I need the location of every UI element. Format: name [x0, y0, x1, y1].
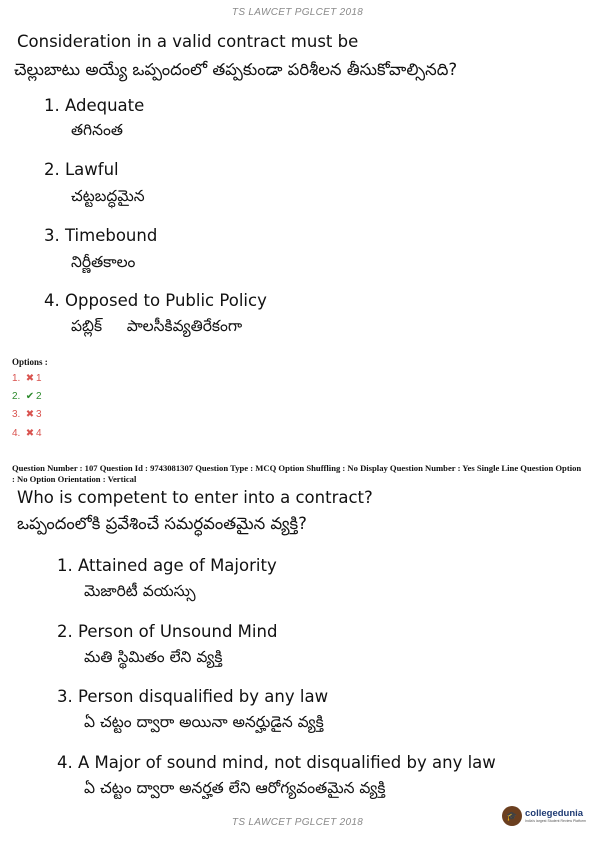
option-label: 1 — [36, 373, 42, 384]
q1-choice-1-en: 1. Adequate — [44, 96, 145, 115]
q1-choice-3-en: 3. Timebound — [44, 226, 158, 245]
q2-choice-3-te: ఏ చట్టం ద్వారా అయినా అనర్హుడైన వ్యక్తి — [84, 713, 324, 731]
q1-choice-1-te: తగినంత — [71, 121, 123, 139]
option-number: 3. — [12, 409, 21, 420]
question-2-meta: Question Number : 107 Question Id : 9743081307 Question Type : MCQ Option Shuffling : No Display Question Number : Yes Single Line Question Option : No Option Orientation : Vertical — [12, 463, 582, 484]
options-title: Options : — [12, 357, 48, 367]
option-row-4[interactable] — [12, 428, 42, 439]
check-icon: ✔ — [25, 391, 35, 402]
q1-choice-4-en: 4. Opposed to Public Policy — [44, 291, 267, 310]
q2-choice-1-te: మెజారిటీ వయస్సు — [84, 582, 196, 600]
option-number: 2. — [12, 391, 21, 402]
q1-choice-4-te: పబ్లిక్ పాలసీకివ్యతిరేకంగా — [71, 317, 243, 335]
option-number: 4. — [12, 428, 21, 439]
q1-choice-2-te: చట్టబద్ధమైన — [71, 187, 145, 205]
question-1-text-te: చెల్లుబాటు అయ్యే ఒప్పందంలో తప్పకుండా పరిశీలన తీసుకోవాల్సినది? — [14, 60, 458, 79]
q2-choice-1-en: 1. Attained age of Majority — [57, 556, 277, 575]
cross-icon: ✖ — [25, 409, 35, 420]
q1-choice-3-te: నిర్ణీతకాలం — [71, 253, 136, 271]
q2-choice-2-te: మతి స్థిమితం లేని వ్యక్తి — [84, 648, 223, 666]
page-footer: TS LAWCET PGLCET 2018 — [231, 817, 364, 828]
cross-icon: ✖ — [25, 428, 35, 439]
q2-choice-4-en: 4. A Major of sound mind, not disqualified by any law — [57, 753, 496, 772]
logo-tagline: India's largest Student Review Platform — [525, 818, 586, 823]
q2-choice-2-en: 2. Person of Unsound Mind — [57, 622, 278, 641]
option-row-3[interactable] — [12, 409, 42, 420]
option-row-1[interactable] — [12, 373, 42, 384]
option-label: 2 — [36, 391, 42, 402]
option-number: 1. — [12, 373, 21, 384]
q2-choice-4-te: ఏ చట్టం ద్వారా అనర్హత లేని ఆరోగ్యవంతమైన వ్యక్తి — [84, 779, 386, 797]
question-2-text-en: Who is competent to enter into a contract? — [17, 488, 373, 507]
page-header: TS LAWCET PGLCET 2018 — [231, 7, 364, 18]
question-2-text-te: ఒప్పందంలోకి ప్రవేశించే సమర్ధవంతమైన వ్యక్తి? — [17, 514, 307, 533]
logo-name: collegedunia — [525, 807, 584, 819]
question-1-text-en: Consideration in a valid contract must be — [17, 32, 359, 51]
q1-choice-2-en: 2. Lawful — [44, 160, 119, 179]
graduate-avatar-icon: 🎓 — [502, 806, 522, 826]
cross-icon: ✖ — [25, 373, 35, 384]
collegedunia-logo[interactable] — [502, 806, 586, 826]
q2-choice-3-en: 3. Person disqualified by any law — [57, 687, 329, 706]
option-label: 3 — [36, 409, 42, 420]
option-label: 4 — [36, 428, 42, 439]
option-row-2[interactable] — [12, 391, 42, 402]
